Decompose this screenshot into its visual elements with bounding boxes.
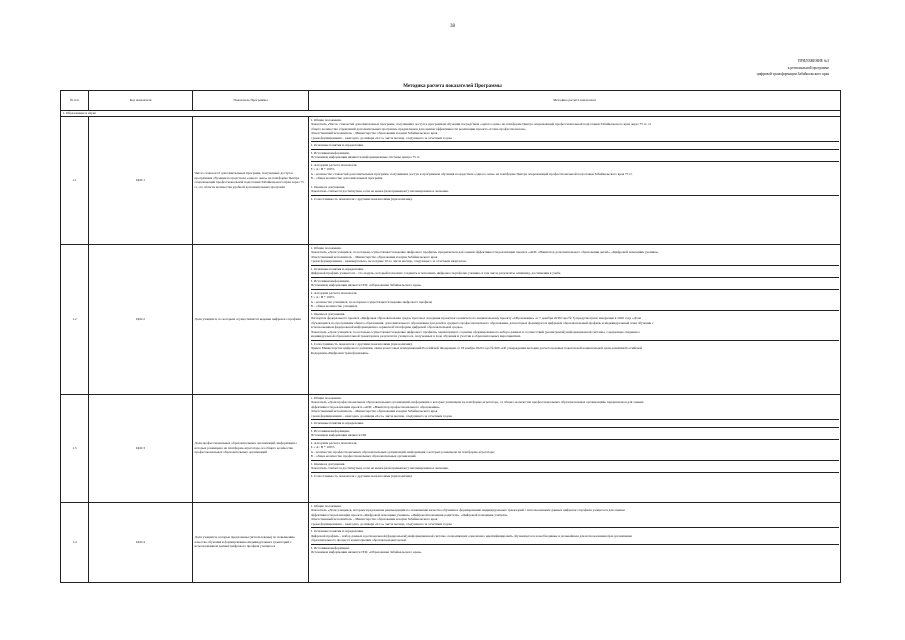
methodology-line: B – общее количество дополнительных программ. [310,176,384,180]
indicator-name: Число ставок из 6 дополнительных программ, полученных доступ к программам обучения посредством «одного окна» на платформе Центра опережающей профессиональной подготовки Забайкальского края через 75 гг., по области количества удобной дополнительных программ [193,116,309,244]
methodology-line: Цифровой профиль учащегося – это модуль, который позволяет создавать и пополнять цифровое портфолио ученика, в том числе результаты олимпиад, достижения в учебе. [310,271,562,275]
indicator-name: Доля учащихся, которые предложены (использованы) по повышению качества обучения и формированию индивидуальных траекторий с использованием данных цифрового профиля учащегося [193,502,309,582]
methodology-line: 2. Основные понятия и определения. [310,529,364,533]
methodology-line: 1. Общие положения. [310,395,342,400]
methodology-block [311,461,839,473]
column-header-code: Код показателя [89,91,193,111]
methodology-line: 2. Основные понятия и определения. [310,143,364,147]
methodology-block [311,528,839,545]
methodology-line: 5. Оценка и допущения. [310,311,346,316]
methodology-line: 2. Основные понятия и определения. [310,421,364,425]
methodology-line: E = A / B * 100% [310,445,335,449]
methodology-line: Ответственный исполнитель – Министерство образования и науки Забайкальского края [310,131,438,135]
methodology-line: Показатель «Доля учащихся, по которым осуществляется ведение цифрового профиля» характеризует создание сформированного набора данных и соответствий (реализуемой) информационной системы, содержащее сведения о [310,329,641,334]
annex-header [757,58,829,78]
methodology-line: эффективности реализации проекта «АИС «Навигатор профессионального образования». [310,404,441,409]
methodology-line: эффективности реализации проекта «Цифровой помощник ученика» «Цифровой помощник родителя», «Цифровой помощник учителя». [310,512,509,517]
methodology-line: B – общее количество профессиональных образовательных организаций. [310,454,417,458]
methodology-line: 4. Алгоритм расчета показателя. [310,162,358,167]
methodology-block [311,473,839,480]
page-number: 38 [450,24,455,29]
methodology-line: E = A / B * 100% [310,295,335,299]
table-header-row [61,91,841,111]
methodology-cell [309,502,841,582]
methodology-line: B – общее количество учащихся. [310,304,358,308]
methodology-line: использованием федеральной информационно-сервисной платформы цифровой образовательной среды». [310,325,464,329]
methodology-line: E = A / B * 100% [310,167,335,171]
indicator-code: ЦОС4 [89,502,193,582]
methodology-cell [309,394,841,502]
table-row [61,394,841,502]
methodology-line: 5. Оценка и допущения. [310,461,346,466]
methodology-line: A – количество профессиональных образовательных организаций, информация о которых размещена на платформе-агрегаторе; [310,449,495,454]
methodology-block [311,150,839,162]
methodology-line: Источником информации является ПО [310,433,367,437]
methodology-line: индивидуальной образовательной траектории и результатах учащегося, полученных в ходе обучения и участия в образовательных мероприятиях. [310,334,522,338]
methodology-block [311,503,839,529]
methodology-line: 6. Сопоставимость показателя с другими показателями (при наличии). [310,473,413,478]
methodology-line: 4. Алгоритм расчета показателя. [310,440,358,445]
section-title: 1. Образование и наука [61,111,841,117]
methodology-line: Сроки формирования – ежегодно, до января «0-го» числа месяца, следующего за отчетным годом. [310,413,453,418]
methodology-line: Показатель «Доля профессиональных образовательных организаций, информация о которых размещена на платформе-агрегаторе, от общего количества профессиональных образовательных организаций» предназначен для оценки [310,400,644,404]
document-title: Методика расчета показателей Программы [403,84,502,89]
methodology-line: Сроки формирования – ежеквартально, не позднее 10-го числа месяца, следующего за отчетным кварталом. [310,259,467,263]
row-number: 1.3 [61,394,89,502]
methodology-line: Ответственный исполнитель – Министерство образования и науки Забайкальского края [310,517,438,521]
methodology-line: 3. Источники информации. [310,545,350,550]
methodology-line: 4. Алгоритм расчета показателя. [310,290,358,295]
row-number: 1.4 [61,502,89,582]
methodology-line: Паспортом федерального проекта «Цифровая образовательная среда» протокол заседания проектного комитета по национальному проекту «Образование» от 7 декабря 2018 года № 3) предусмотрено внедрение в 2020 году «Доля [310,316,641,320]
methodology-line: образовательного процесса и выполнении образовательных целей. [310,538,407,542]
methodology-line: 6. Сопоставимость показателя с другими показателями (при наличии). [310,341,413,346]
indicator-code: ЦОС1 [89,116,193,244]
methodology-line: 3. Источники информации. [310,278,350,283]
methodology-line: Показатель «Доля учащихся, которым предложены рекомендации по повышению качества обучения и формированию индивидуальных траекторий с использованием данных цифрового профиля учащегося для оценки [310,508,625,512]
methodology-line: Показатель считается достигнутым, если не менее (или превышает) запланированное значение. [310,189,449,193]
column-header-indicator: Показатель Программы [193,91,309,111]
indicator-name: Доля учащихся, по которым осуществляется ведение цифрового профиля [193,244,309,394]
methodology-block [311,395,839,421]
methodology-line: Источником информации являются информационные системы центра 75 гг. [310,155,420,159]
methodology-line: A – количество учащихся, по которым осуществляется ведение цифрового профиля; [310,299,433,304]
methodology-line: Цифровой профиль – набор данных в региональной (федеральной) информационной системе, позволяющих однозначно идентифицировать обучающегося и необходимые в дальнейшем для использования при организации [310,533,632,538]
methodology-block [311,545,839,556]
methodology-line: Показатель «Доля учащихся, по которым осуществляется ведение цифрового профиля» предназначен для оценки эффективности реализации проекта «АИС «Навигатор дополнительного образования детей», «Цифровой помощник ученика». [310,250,660,254]
methodology-line: Федерации «Цифровая трансформация». [310,350,370,355]
methodology-line: A – количество ставок/тей дополнительных программ, получивших доступ к программам обучения посредством «одного окна» на платформе Центра опережающей профессиональной подготовки Забайкальского края 75 гг. [310,171,633,176]
methodology-line: 1. Общие положения. [310,503,342,508]
methodology-line: 5. Оценка и допущения. [310,184,346,189]
methodology-line: 3. Источники информации. [310,150,350,155]
annex-line: цифровой трансформации Забайкальского края [756,72,829,77]
column-header-number: № п/п [61,91,89,111]
indicator-code: ЦОС3 [89,394,193,502]
methodology-line: Источником информации является ГИС «Образование Забайкальского края». [310,283,423,287]
methodology-block [311,311,839,341]
row-number: 1.2 [61,244,89,394]
methodology-table [60,90,841,583]
indicator-code: ЦОС2 [89,244,193,394]
annex-line: к региональной программе [787,65,829,70]
methodology-line: 6. Сопоставимость показателя с другими показателями (при наличии). [310,196,413,201]
methodology-line: 1. Общие положения. [310,117,342,122]
methodology-line: Ответственный исполнитель – Министерство образования и науки Забайкальского края [310,409,438,413]
methodology-block [311,440,839,461]
table-row [61,116,841,244]
methodology-line: Источником информации является ГИС «Образование Забайкальского края». [310,550,423,554]
methodology-line: Показатель «Число ставок/тей дополнительных программ, получивших доступ к программам обучения посредством «одного окна» на платформе Центра опережающей профессиональной подготовки Забайкальского края через 75 гг. от [310,122,651,126]
indicator-name: Доля профессиональных образовательных организаций, информация о которых размещена на платформе-агрегаторе, из общего количества профессиональных образовательных организаций [193,394,309,502]
methodology-line: Ответственный исполнитель – Министерство образования и науки Забайкальского края [310,254,438,259]
methodology-line: Приказ Министерства цифрового развития, связи и массовых коммуникаций Российской Федерации от 18 ноября 2020 года № 600 «Об утверждении методик расчета целевых показателей национальной цели развития Российской [310,346,642,350]
methodology-line: 3. Источники информации. [310,428,350,433]
table-row [61,502,841,582]
table-row [61,244,841,394]
methodology-line: 1. Общие положения. [310,245,342,250]
methodology-line: Сроки формирования – ежегодно, до января «0-го» числа месяца, следующего за отчетным годом. [310,521,453,526]
methodology-block [311,142,839,150]
methodology-line: Сроки формирования – ежегодно, до января «0-го» числа месяца, следующего за отчетным годом. [310,135,453,140]
methodology-block [311,245,839,266]
methodology-line: обучающихся по программам общего образования, дополнительного образования для детей и среднего профессионального образования, для которых формируется цифровой образовательный профиль и индивидуальный план обучения с [310,320,654,325]
methodology-cell [309,116,841,244]
methodology-block [311,428,839,440]
methodology-block [311,117,839,143]
methodology-block [311,420,839,428]
methodology-block [311,278,839,290]
column-header-methodology: Методика расчета показателя [309,91,841,111]
methodology-line: общего количества стремлений дополнительных программ» предназначен для оценки эффективности реализации проекта «Стань профессионалом». [310,126,527,131]
annex-line: ПРИЛОЖЕНИЕ №3 [797,59,829,63]
methodology-block [311,341,839,357]
methodology-block [311,196,839,203]
methodology-block [311,162,839,196]
methodology-line: Показатель считается достигнутым, если не менее (или превышает) запланированное значение. [310,466,449,470]
methodology-cell [309,244,841,394]
methodology-block [311,290,839,311]
row-number: 1.1 [61,116,89,244]
methodology-line: 2. Основные понятия и определения. [310,266,364,271]
methodology-block [311,266,839,278]
